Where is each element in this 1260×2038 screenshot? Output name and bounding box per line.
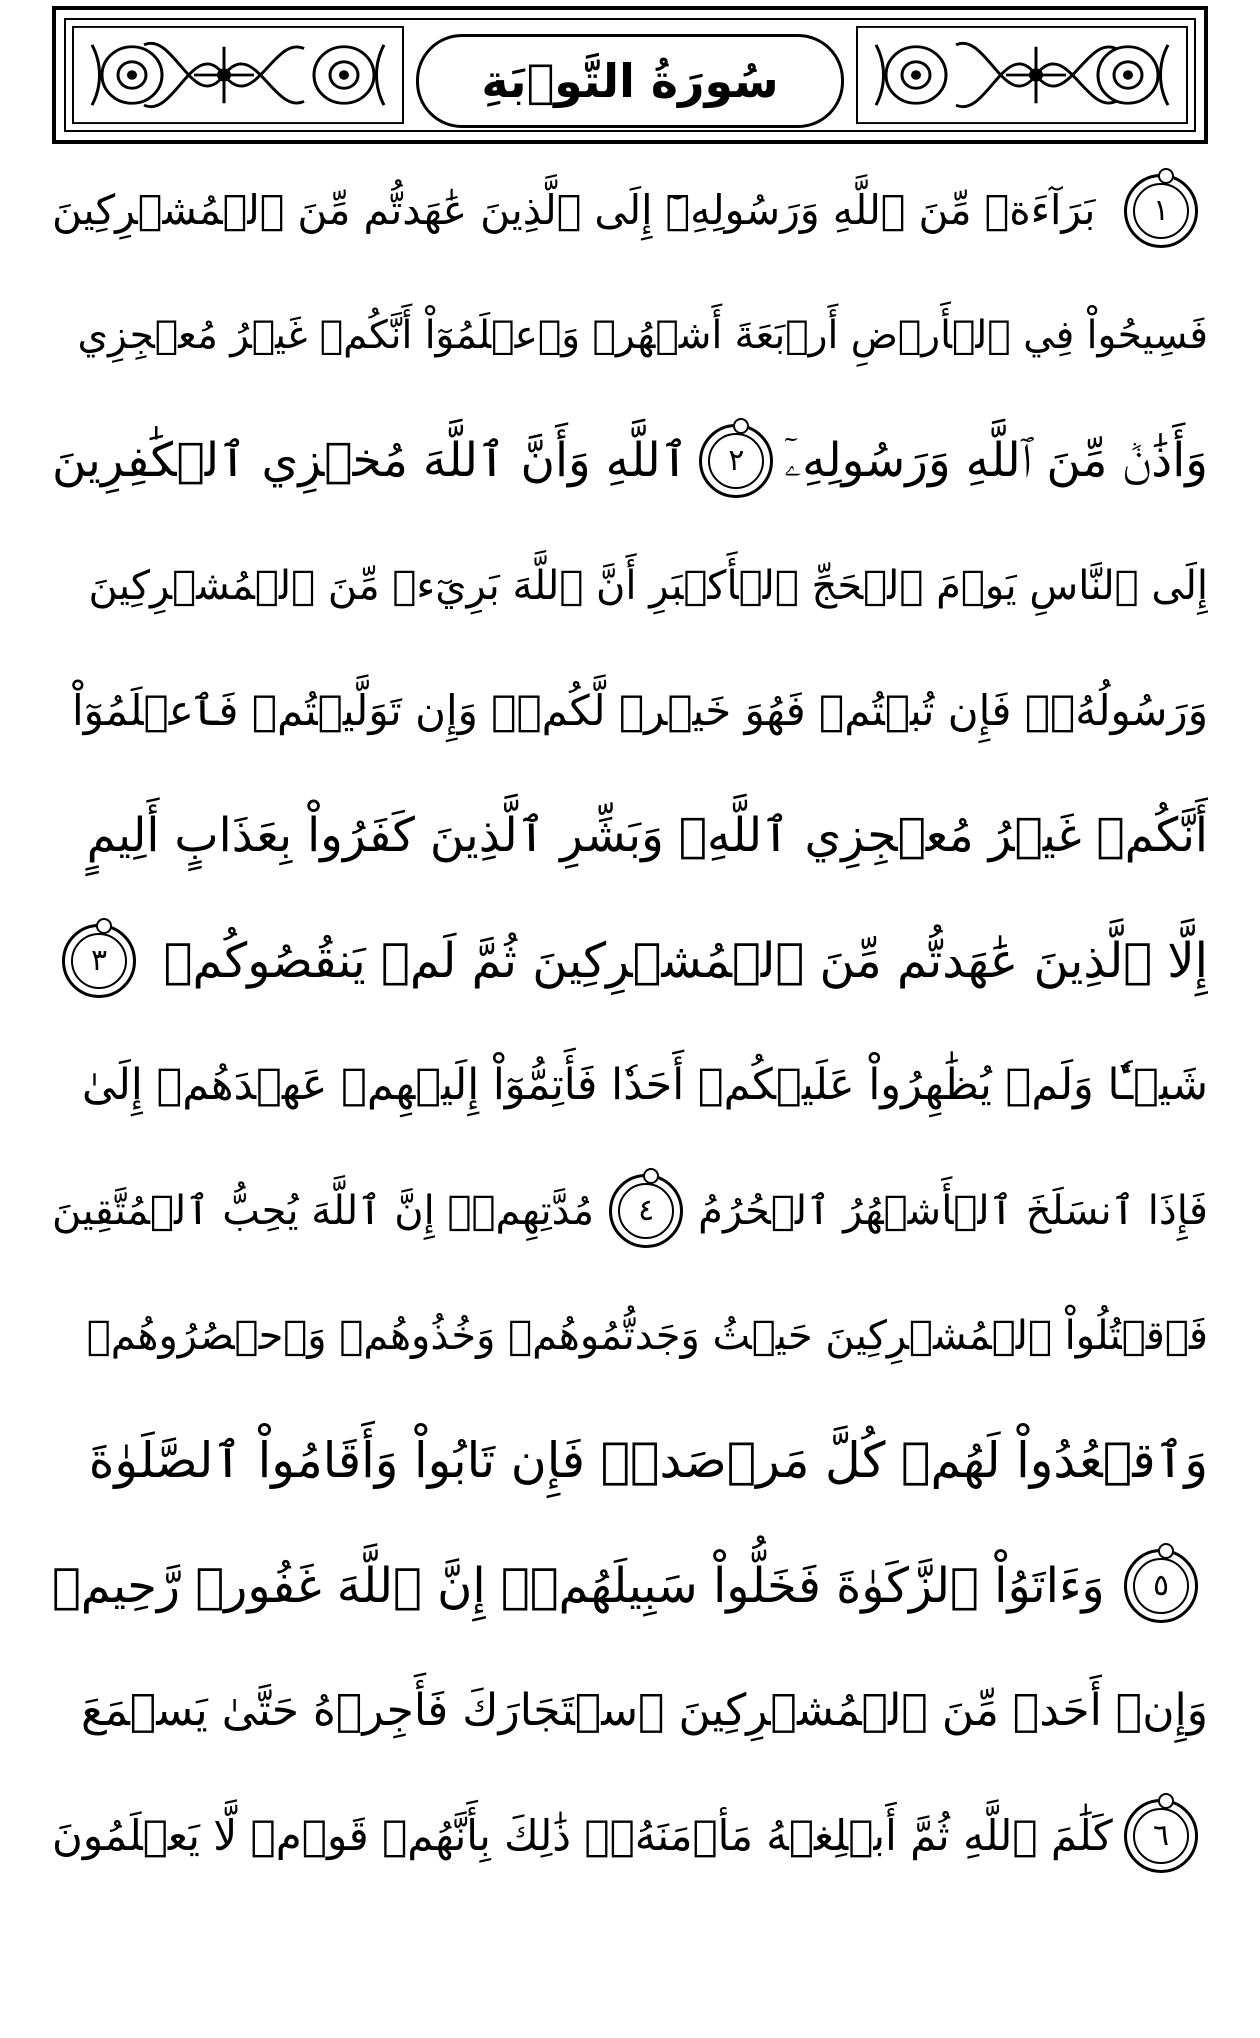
surah-title-cartouche	[416, 34, 844, 128]
verse-text: شَيۡـٔٗا وَلَمۡ يُظَٰهِرُواْ عَلَيۡكُمۡ أَحَدٗا فَأَتِمُّوٓاْ إِلَيۡهِمۡ عَهۡدَهُمۡ إِلَىٰ	[81, 1060, 1208, 1110]
text-line	[52, 1398, 1208, 1523]
verse-text: وَإِنۡ أَحَدٞ مِّنَ ٱلۡمُشۡرِكِينَ ٱسۡتَجَارَكَ فَأَجِرۡهُ حَتَّىٰ يَسۡمَعَ	[81, 1684, 1208, 1736]
text-line	[52, 1523, 1208, 1648]
surah-title: سُورَةُ التَّوۡبَةِ	[481, 54, 779, 108]
ayah-end-marker: ٣	[62, 924, 136, 998]
text-line	[52, 398, 1208, 523]
text-line	[52, 773, 1208, 898]
verse-text: وَرَسُولُهُۥۚ فَإِن تُبۡتُمۡ فَهُوَ خَيۡرٞ لَّكُمۡۖ وَإِن تَوَلَّيۡتُمۡ فَٱعۡلَمُوٓاْ	[72, 685, 1208, 735]
verse-text: كَلَٰمَ ٱللَّهِ ثُمَّ أَبۡلِغۡهُ مَأۡمَنَهُۥۚ ذَٰلِكَ بِأَنَّهُمۡ قَوۡمٞ لَّا يَعۡلَمُونَ	[52, 1810, 1113, 1860]
verse-text: وَٱقۡعُدُواْ لَهُمۡ كُلَّ مَرۡصَدٖۚ فَإِن تَابُواْ وَأَقَامُواْ ٱلصَّلَوٰةَ	[88, 1432, 1208, 1489]
verse-text: إِلَى ٱلنَّاسِ يَوۡمَ ٱلۡحَجِّ ٱلۡأَكۡبَرِ أَنَّ ٱللَّهَ بَرِيٓءٞ مِّنَ ٱلۡمُشۡرِكِينَ	[88, 562, 1208, 609]
surah-header-inner-border	[64, 18, 1196, 132]
ayah-end-marker: ١	[1124, 174, 1198, 248]
text-line	[52, 1148, 1208, 1273]
arabesque-ornament-icon	[856, 26, 1188, 124]
ayah-end-marker: ٥	[1124, 1549, 1198, 1623]
verse-text: مُدَّتِهِمۡۚ إِنَّ ٱللَّهَ يُحِبُّ ٱلۡمُتَّقِينَ	[52, 1187, 595, 1234]
text-line	[52, 1773, 1208, 1898]
arabesque-ornament-icon	[72, 26, 404, 124]
surah-header-frame	[52, 6, 1208, 144]
verse-text: ٱللَّهِ وَأَنَّ ٱللَّهَ مُخۡزِي ٱلۡكَٰفِرِينَ	[52, 433, 689, 488]
text-line	[52, 523, 1208, 648]
verse-text: فَسِيحُواْ فِي ٱلۡأَرۡضِ أَرۡبَعَةَ أَشۡهُرٖ وَٱعۡلَمُوٓاْ أَنَّكُمۡ غَيۡرُ مُعۡجِزِي	[77, 313, 1208, 358]
verse-text: وَأَذَٰنٞ مِّنَ ٱللَّهِ وَرَسُولِهِۦٓ	[784, 433, 1208, 488]
text-line	[52, 898, 1208, 1023]
verse-text: فَإِذَا ٱنسَلَخَ ٱلۡأَشۡهُرُ ٱلۡحُرُمُ	[698, 1187, 1208, 1234]
text-line	[52, 148, 1208, 273]
ayah-end-marker: ٦	[1124, 1799, 1198, 1873]
text-line	[52, 1023, 1208, 1148]
text-line	[52, 1273, 1208, 1398]
ayah-end-marker: ٤	[609, 1174, 683, 1248]
quran-text-block	[52, 148, 1208, 2028]
text-line	[52, 648, 1208, 773]
verse-text: أَنَّكُمۡ غَيۡرُ مُعۡجِزِي ٱللَّهِۗ وَبَشِّرِ ٱلَّذِينَ كَفَرُواْ بِعَذَابٍ أَلِيمٍ	[86, 808, 1208, 863]
verse-text: وَءَاتَوُاْ ٱلزَّكَوٰةَ فَخَلُّواْ سَبِيلَهُمۡۚ إِنَّ ٱللَّهَ غَفُورٞ رَّحِيمٞ	[52, 1557, 1105, 1614]
verse-text: فَٱقۡتُلُواْ ٱلۡمُشۡرِكِينَ حَيۡثُ وَجَدتُّمُوهُمۡ وَخُذُوهُمۡ وَٱحۡصُرُوهُمۡ	[86, 1312, 1208, 1359]
text-line	[52, 273, 1208, 398]
verse-text: إِلَّا ٱلَّذِينَ عَٰهَدتُّم مِّنَ ٱلۡمُشۡرِكِينَ ثُمَّ لَمۡ يَنقُصُوكُمۡ	[163, 932, 1208, 989]
verse-text: بَرَآءَةٞ مِّنَ ٱللَّهِ وَرَسُولِهِۦٓ إِلَى ٱلَّذِينَ عَٰهَدتُّم مِّنَ ٱلۡمُشۡرِكِينَ	[52, 186, 1096, 234]
ayah-end-marker: ٢	[699, 424, 773, 498]
text-line	[52, 1648, 1208, 1773]
